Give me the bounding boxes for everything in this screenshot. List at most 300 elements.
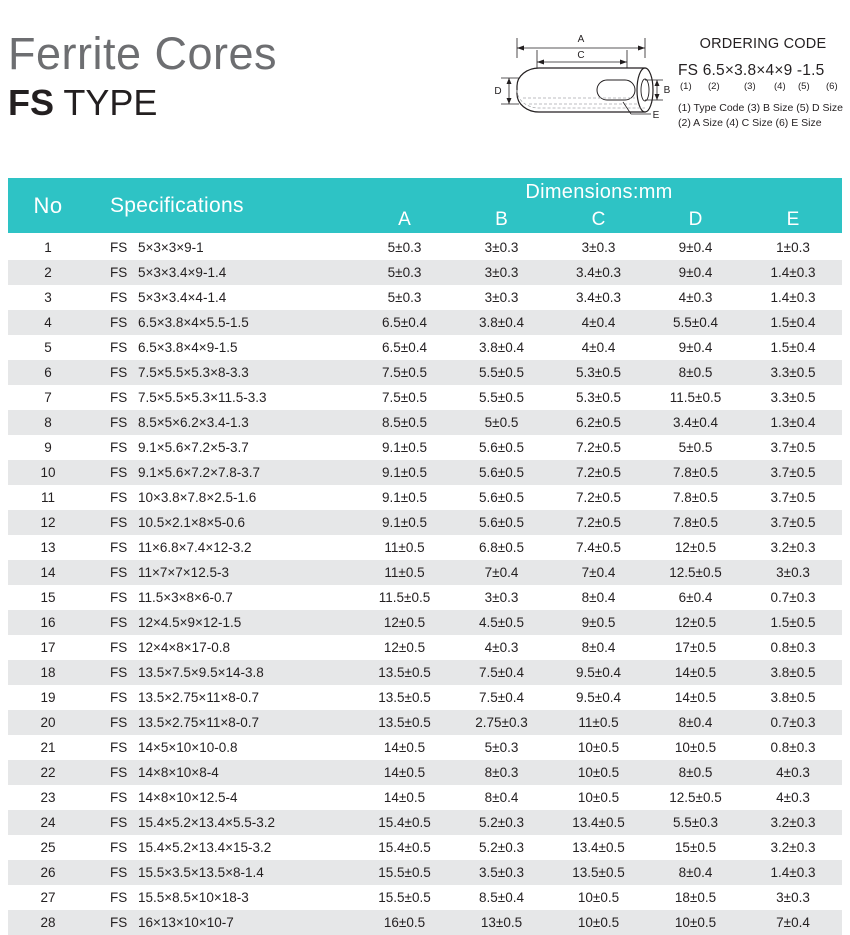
cell-dim-e: 4±0.3: [776, 765, 810, 780]
cell-dim-d: 18±0.5: [674, 890, 717, 905]
cell-dim-c: 13.5±0.5: [572, 865, 625, 880]
cell-dim-a: 14±0.5: [383, 790, 426, 805]
cell-dim-d: 17±0.5: [674, 640, 717, 655]
cell-spec-value: 14×8×10×12.5-4: [138, 790, 238, 805]
cell-dim-c: 10±0.5: [577, 890, 620, 905]
page-subtitle: [8, 83, 277, 123]
cell-dim-c: 3.4±0.3: [576, 290, 621, 305]
cell-dim-b: 5.6±0.5: [479, 490, 524, 505]
cell-spec-prefix: FS: [110, 815, 128, 830]
cell-dim-b: 8±0.3: [484, 765, 519, 780]
cell-dim-a: 12±0.5: [383, 615, 426, 630]
ordering-marker-2: (2): [708, 81, 720, 92]
cell-dim-e: 1.5±0.4: [770, 340, 816, 355]
column-header-dimensions: Dimensions:mm: [356, 178, 842, 206]
cell-dim-c: 7.2±0.5: [576, 490, 621, 505]
cell-spec-prefix: FS: [110, 915, 128, 930]
cell-dim-e: 1.4±0.3: [770, 865, 816, 880]
cell-dim-e: 3.8±0.5: [770, 665, 816, 680]
cell-spec-value: 13.5×7.5×9.5×14-3.8: [138, 665, 264, 680]
cell-spec-value: 11×6.8×7.4×12-3.2: [138, 540, 252, 555]
cell-no: 8: [44, 415, 52, 430]
cell-no: 28: [40, 915, 56, 930]
cell-spec-value: 14×5×10×10-0.8: [138, 740, 238, 755]
cell-specification: [88, 635, 356, 660]
cell-spec-value: 12×4.5×9×12-1.5: [138, 615, 242, 630]
cell-dim-b: 7.5±0.4: [479, 690, 524, 705]
cell-specification: [88, 785, 356, 810]
cell-dim-c: 9.5±0.4: [576, 690, 621, 705]
cell-dim-c: 4±0.4: [581, 315, 616, 330]
cell-dim-e: 3±0.3: [776, 565, 810, 580]
cell-no: 4: [44, 315, 52, 330]
cell-dim-b: 5.6±0.5: [479, 440, 524, 455]
table-row[interactable]: [8, 485, 842, 510]
table-row[interactable]: [8, 410, 842, 435]
table-row[interactable]: [8, 785, 842, 810]
column-header-specifications: Specifications: [88, 178, 356, 233]
cell-dim-d: 14±0.5: [674, 690, 717, 705]
cell-no: 5: [44, 340, 52, 355]
cell-dim-e: 3.8±0.5: [770, 690, 816, 705]
cell-spec-prefix: FS: [110, 265, 128, 280]
cell-dim-b: 3.5±0.3: [479, 865, 524, 880]
cell-spec-value: 9.1×5.6×7.2×7.8-3.7: [138, 465, 260, 480]
drawing-label-a: A: [577, 34, 585, 45]
cell-specification: [88, 610, 356, 635]
ordering-code-example: FS 6.5×3.8×4×9 -1.5: [678, 62, 825, 79]
cell-spec-value: 15.4×5.2×13.4×5.5-3.2: [138, 815, 275, 830]
column-header-b: B: [453, 206, 550, 233]
table-row[interactable]: [8, 660, 842, 685]
cell-spec-value: 15.4×5.2×13.4×15-3.2: [138, 840, 272, 855]
table-row[interactable]: [8, 435, 842, 460]
cell-no: 7: [44, 390, 52, 405]
table-row[interactable]: [8, 235, 842, 260]
table-row[interactable]: [8, 585, 842, 610]
cell-dim-a: 13.5±0.5: [378, 715, 431, 730]
table-row[interactable]: [8, 610, 842, 635]
cell-dim-e: 1.5±0.5: [770, 615, 816, 630]
cell-no: 9: [44, 440, 52, 455]
cell-dim-b: 3.8±0.4: [479, 315, 524, 330]
cell-dim-a: 12±0.5: [383, 640, 426, 655]
cell-specification: [88, 735, 356, 760]
table-row[interactable]: [8, 335, 842, 360]
cell-no: 1: [44, 240, 52, 255]
cell-spec-value: 15.5×3.5×13.5×8-1.4: [138, 865, 264, 880]
cell-dim-e: 1.4±0.3: [770, 290, 816, 305]
cell-dim-b: 3±0.3: [484, 290, 519, 305]
cell-dim-d: 12.5±0.5: [669, 565, 722, 580]
cell-spec-prefix: FS: [110, 840, 128, 855]
cell-no: 20: [40, 715, 56, 730]
cell-dim-b: 5±0.5: [484, 415, 519, 430]
column-header-c: C: [550, 206, 647, 233]
cell-spec-value: 5×3×3.4×4-1.4: [138, 290, 227, 305]
cell-dim-c: 4±0.4: [581, 340, 616, 355]
table-row[interactable]: [8, 360, 842, 385]
table-row[interactable]: [8, 510, 842, 535]
column-header-no: No: [8, 178, 88, 233]
cell-dim-c: 6.2±0.5: [576, 415, 621, 430]
cell-dim-b: 7±0.4: [484, 565, 519, 580]
cell-dim-d: 7.8±0.5: [673, 515, 718, 530]
cell-specification: [88, 360, 356, 385]
cell-specification: [88, 885, 356, 910]
cell-no: 13: [40, 540, 56, 555]
cell-dim-c: 7.2±0.5: [576, 515, 621, 530]
cell-no: 25: [40, 840, 56, 855]
cell-dim-b: 4±0.3: [484, 640, 519, 655]
cell-dim-e: 3.3±0.5: [770, 390, 816, 405]
cell-dim-d: 10±0.5: [674, 915, 717, 930]
cell-dim-d: 8±0.5: [678, 765, 713, 780]
cell-dim-e: 4±0.3: [776, 790, 810, 805]
cell-dim-d: 7.8±0.5: [673, 465, 718, 480]
cell-dim-c: 13.4±0.5: [572, 815, 625, 830]
cell-dim-e: 1.3±0.4: [770, 415, 816, 430]
cell-dim-b: 3±0.3: [484, 590, 519, 605]
cell-spec-value: 5×3×3.4×9-1.4: [138, 265, 227, 280]
ordering-code-block: [678, 36, 848, 131]
cell-dim-d: 5.5±0.3: [673, 815, 718, 830]
column-header-e: E: [744, 206, 842, 233]
cell-dim-c: 10±0.5: [577, 765, 620, 780]
cell-spec-prefix: FS: [110, 440, 128, 455]
cell-spec-prefix: FS: [110, 640, 128, 655]
cell-dim-c: 8±0.4: [581, 590, 616, 605]
cell-specification: [88, 710, 356, 735]
cell-spec-value: 9.1×5.6×7.2×5-3.7: [138, 440, 249, 455]
cell-no: 17: [40, 640, 56, 655]
ordering-marker-5: (5): [798, 81, 810, 92]
cell-dim-e: 3.2±0.3: [770, 540, 816, 555]
cell-dim-d: 7.8±0.5: [673, 490, 718, 505]
table-row[interactable]: [8, 560, 842, 585]
cell-dim-e: 3.7±0.5: [770, 515, 816, 530]
cell-dim-a: 8.5±0.5: [382, 415, 427, 430]
cell-spec-prefix: FS: [110, 765, 128, 780]
cell-spec-prefix: FS: [110, 590, 128, 605]
cell-dim-c: 7.2±0.5: [576, 440, 621, 455]
table-row[interactable]: [8, 310, 842, 335]
cell-spec-value: 11×7×7×12.5-3: [138, 565, 229, 580]
cell-dim-b: 3±0.3: [484, 265, 519, 280]
cell-dim-e: 1.5±0.4: [770, 315, 816, 330]
cell-dim-a: 11±0.5: [384, 540, 425, 555]
table-row[interactable]: [8, 910, 842, 935]
cell-spec-value: 12×4×8×17-0.8: [138, 640, 230, 655]
cell-spec-prefix: FS: [110, 315, 128, 330]
cell-spec-value: 5×3×3×9-1: [138, 240, 204, 255]
cell-dim-a: 9.1±0.5: [382, 440, 427, 455]
specifications-table: [8, 178, 842, 935]
cell-dim-e: 3.2±0.3: [770, 815, 816, 830]
table-head: [8, 178, 842, 233]
cell-no: 24: [40, 815, 56, 830]
table-row[interactable]: [8, 835, 842, 860]
page-title: Ferrite Cores: [8, 28, 278, 79]
cell-specification: [88, 335, 356, 360]
cell-dim-c: 10±0.5: [577, 915, 620, 930]
cell-dim-c: 8±0.4: [581, 640, 616, 655]
ordering-code-title: ORDERING CODE: [699, 36, 827, 52]
ordering-code-markers: [678, 81, 848, 97]
cell-spec-prefix: FS: [110, 740, 128, 755]
cell-dim-d: 9±0.4: [678, 240, 713, 255]
cell-dim-a: 7.5±0.5: [382, 365, 427, 380]
cell-dim-d: 8±0.4: [678, 865, 713, 880]
cell-no: 6: [44, 365, 52, 380]
table-row[interactable]: [8, 860, 842, 885]
cell-no: 12: [40, 515, 56, 530]
cell-dim-e: 0.8±0.3: [770, 640, 816, 655]
cell-dim-c: 10±0.5: [577, 740, 620, 755]
cell-no: 23: [40, 790, 56, 805]
cell-specification: [88, 235, 356, 260]
cell-spec-prefix: FS: [110, 665, 128, 680]
cell-specification: [88, 510, 356, 535]
cell-specification: [88, 285, 356, 310]
cell-spec-value: 7.5×5.5×5.3×8-3.3: [138, 365, 249, 380]
cell-dim-c: 7±0.4: [581, 565, 616, 580]
cell-specification: [88, 910, 356, 935]
cell-dim-a: 15.5±0.5: [378, 890, 431, 905]
cell-spec-prefix: FS: [110, 490, 128, 505]
cell-dim-c: 11±0.5: [578, 715, 619, 730]
cell-dim-b: 5.2±0.3: [479, 815, 524, 830]
cell-dim-d: 5±0.5: [678, 440, 713, 455]
cell-dim-b: 3±0.3: [484, 240, 519, 255]
cell-dim-e: 3.7±0.5: [770, 440, 816, 455]
core-drawing-svg: [495, 28, 670, 148]
ordering-marker-1: (1): [680, 81, 692, 92]
cell-dim-b: 5.6±0.5: [479, 515, 524, 530]
cell-dim-b: 2.75±0.3: [475, 715, 528, 730]
cell-dim-d: 12±0.5: [674, 540, 717, 555]
cell-dim-a: 7.5±0.5: [382, 390, 427, 405]
cell-specification: [88, 860, 356, 885]
cell-dim-a: 5±0.3: [387, 265, 422, 280]
table-header-row-1: [8, 178, 842, 206]
cell-dim-a: 15.4±0.5: [378, 840, 431, 855]
drawing-label-c: C: [577, 50, 585, 61]
table-row[interactable]: [8, 735, 842, 760]
core-drawing: [495, 28, 670, 148]
cell-no: 26: [40, 865, 56, 880]
column-header-d: D: [647, 206, 744, 233]
cell-spec-prefix: FS: [110, 615, 128, 630]
cell-dim-b: 5.5±0.5: [479, 390, 524, 405]
cell-dim-b: 4.5±0.5: [479, 615, 524, 630]
cell-dim-e: 3.2±0.3: [770, 840, 816, 855]
cell-no: 2: [44, 265, 52, 280]
cell-dim-a: 6.5±0.4: [382, 315, 427, 330]
drawing-label-b: B: [663, 85, 670, 96]
cell-dim-a: 9.1±0.5: [382, 515, 427, 530]
cell-dim-d: 9±0.4: [678, 265, 713, 280]
cell-dim-a: 13.5±0.5: [378, 690, 431, 705]
cell-spec-prefix: FS: [110, 365, 128, 380]
cell-dim-d: 15±0.5: [674, 840, 717, 855]
cell-spec-prefix: FS: [110, 515, 128, 530]
cell-spec-value: 6.5×3.8×4×5.5-1.5: [138, 315, 249, 330]
ordering-legend-line-1: (1) Type Code (3) B Size (5) D Size: [678, 102, 843, 114]
cell-spec-prefix: FS: [110, 540, 128, 555]
cell-dim-e: 3.7±0.5: [770, 490, 816, 505]
cell-dim-e: 0.7±0.3: [770, 590, 816, 605]
cell-dim-d: 12±0.5: [674, 615, 717, 630]
cell-no: 15: [40, 590, 56, 605]
cell-dim-a: 15.4±0.5: [378, 815, 431, 830]
table-row[interactable]: [8, 535, 842, 560]
cell-no: 16: [40, 615, 56, 630]
cell-dim-d: 3.4±0.4: [673, 415, 718, 430]
cell-dim-d: 8±0.5: [678, 365, 713, 380]
table-row[interactable]: [8, 885, 842, 910]
cell-spec-prefix: FS: [110, 415, 128, 430]
cell-specification: [88, 810, 356, 835]
cell-spec-value: 13.5×2.75×11×8-0.7: [138, 690, 259, 705]
cell-spec-value: 11.5×3×8×6-0.7: [138, 590, 233, 605]
cell-dim-a: 5±0.3: [387, 240, 422, 255]
cell-dim-a: 16±0.5: [383, 915, 426, 930]
cell-specification: [88, 310, 356, 335]
cell-spec-prefix: FS: [110, 565, 128, 580]
cell-specification: [88, 760, 356, 785]
cell-specification: [88, 685, 356, 710]
cell-specification: [88, 435, 356, 460]
cell-dim-d: 11.5±0.5: [669, 390, 722, 405]
cell-no: 27: [40, 890, 56, 905]
cell-no: 22: [40, 765, 56, 780]
cell-dim-d: 6±0.4: [678, 590, 713, 605]
cell-dim-b: 5.5±0.5: [479, 365, 524, 380]
cell-dim-d: 10±0.5: [674, 740, 717, 755]
cell-dim-a: 14±0.5: [383, 740, 426, 755]
cell-spec-value: 7.5×5.5×5.3×11.5-3.3: [138, 390, 267, 405]
cell-no: 19: [40, 690, 56, 705]
cell-dim-e: 3.3±0.5: [770, 365, 816, 380]
table-row[interactable]: [8, 685, 842, 710]
cell-dim-e: 3±0.3: [776, 890, 810, 905]
cell-spec-value: 10.5×2.1×8×5-0.6: [138, 515, 245, 530]
cell-no: 21: [40, 740, 56, 755]
cell-spec-prefix: FS: [110, 790, 128, 805]
ordering-marker-4: (4): [774, 81, 786, 92]
cell-dim-d: 8±0.4: [678, 715, 713, 730]
cell-specification: [88, 485, 356, 510]
table-row[interactable]: [8, 460, 842, 485]
cell-dim-e: 1±0.3: [776, 240, 810, 255]
cell-no: 18: [40, 665, 56, 680]
table-row[interactable]: [8, 710, 842, 735]
cell-spec-prefix: FS: [110, 865, 128, 880]
table-row[interactable]: [8, 285, 842, 310]
cell-spec-value: 10×3.8×7.8×2.5-1.6: [138, 490, 257, 505]
cell-dim-c: 5.3±0.5: [576, 390, 621, 405]
cell-dim-d: 14±0.5: [674, 665, 717, 680]
cell-dim-d: 9±0.4: [678, 340, 713, 355]
cell-spec-value: 14×8×10×8-4: [138, 765, 219, 780]
cell-dim-b: 7.5±0.4: [479, 665, 524, 680]
ordering-legend: [678, 101, 848, 131]
cell-spec-prefix: FS: [110, 290, 128, 305]
cell-dim-a: 5±0.3: [387, 290, 422, 305]
cell-dim-b: 5±0.3: [484, 740, 519, 755]
cell-dim-c: 3.4±0.3: [576, 265, 621, 280]
table-row[interactable]: [8, 760, 842, 785]
cell-spec-prefix: FS: [110, 340, 128, 355]
cell-dim-b: 6.8±0.5: [479, 540, 524, 555]
cell-spec-prefix: FS: [110, 240, 128, 255]
cell-spec-prefix: FS: [110, 390, 128, 405]
cell-dim-e: 0.7±0.3: [770, 715, 816, 730]
table-row[interactable]: [8, 635, 842, 660]
cell-specification: [88, 460, 356, 485]
drawing-label-e: E: [652, 110, 660, 121]
cell-dim-c: 5.3±0.5: [576, 365, 621, 380]
cell-dim-a: 9.1±0.5: [382, 465, 427, 480]
type-code-label: FS: [8, 82, 55, 124]
cell-spec-prefix: FS: [110, 890, 128, 905]
cell-spec-value: 16×13×10×10-7: [138, 915, 234, 930]
cell-spec-value: 15.5×8.5×10×18-3: [138, 890, 249, 905]
drawing-label-d: D: [495, 86, 502, 97]
cell-dim-e: 1.4±0.3: [770, 265, 816, 280]
cell-spec-prefix: FS: [110, 715, 128, 730]
cell-specification: [88, 560, 356, 585]
column-header-a: A: [356, 206, 453, 233]
table-row[interactable]: [8, 810, 842, 835]
cell-no: 3: [44, 290, 52, 305]
cell-dim-a: 11.5±0.5: [378, 590, 431, 605]
cell-dim-c: 9.5±0.4: [576, 665, 621, 680]
cell-specification: [88, 410, 356, 435]
cell-dim-b: 8±0.4: [484, 790, 519, 805]
cell-dim-d: 5.5±0.4: [673, 315, 718, 330]
cell-no: 14: [40, 565, 56, 580]
table-row[interactable]: [8, 385, 842, 410]
cell-dim-a: 11±0.5: [384, 565, 425, 580]
cell-dim-a: 9.1±0.5: [382, 490, 427, 505]
cell-dim-b: 5.2±0.3: [479, 840, 524, 855]
cell-specification: [88, 535, 356, 560]
cell-dim-a: 15.5±0.5: [378, 865, 431, 880]
cell-dim-c: 3±0.3: [581, 240, 616, 255]
page-header: [0, 0, 850, 172]
cell-spec-prefix: FS: [110, 690, 128, 705]
cell-dim-d: 4±0.3: [678, 290, 713, 305]
cell-specification: [88, 385, 356, 410]
ordering-legend-line-2: (2) A Size (4) C Size (6) E Size: [678, 117, 822, 130]
cell-dim-c: 9±0.5: [581, 615, 616, 630]
ordering-marker-6: (6): [826, 81, 838, 92]
table-row[interactable]: [8, 260, 842, 285]
type-word-label: TYPE: [54, 82, 158, 124]
ordering-marker-3: (3): [744, 81, 756, 92]
cell-dim-b: 5.6±0.5: [479, 465, 524, 480]
cell-dim-b: 8.5±0.4: [479, 890, 524, 905]
cell-dim-a: 13.5±0.5: [378, 665, 431, 680]
cell-dim-e: 3.7±0.5: [770, 465, 816, 480]
cell-specification: [88, 585, 356, 610]
cell-spec-value: 8.5×5×6.2×3.4-1.3: [138, 415, 249, 430]
cell-spec-prefix: FS: [110, 465, 128, 480]
cell-dim-c: 10±0.5: [577, 790, 620, 805]
cell-no: 10: [40, 465, 56, 480]
